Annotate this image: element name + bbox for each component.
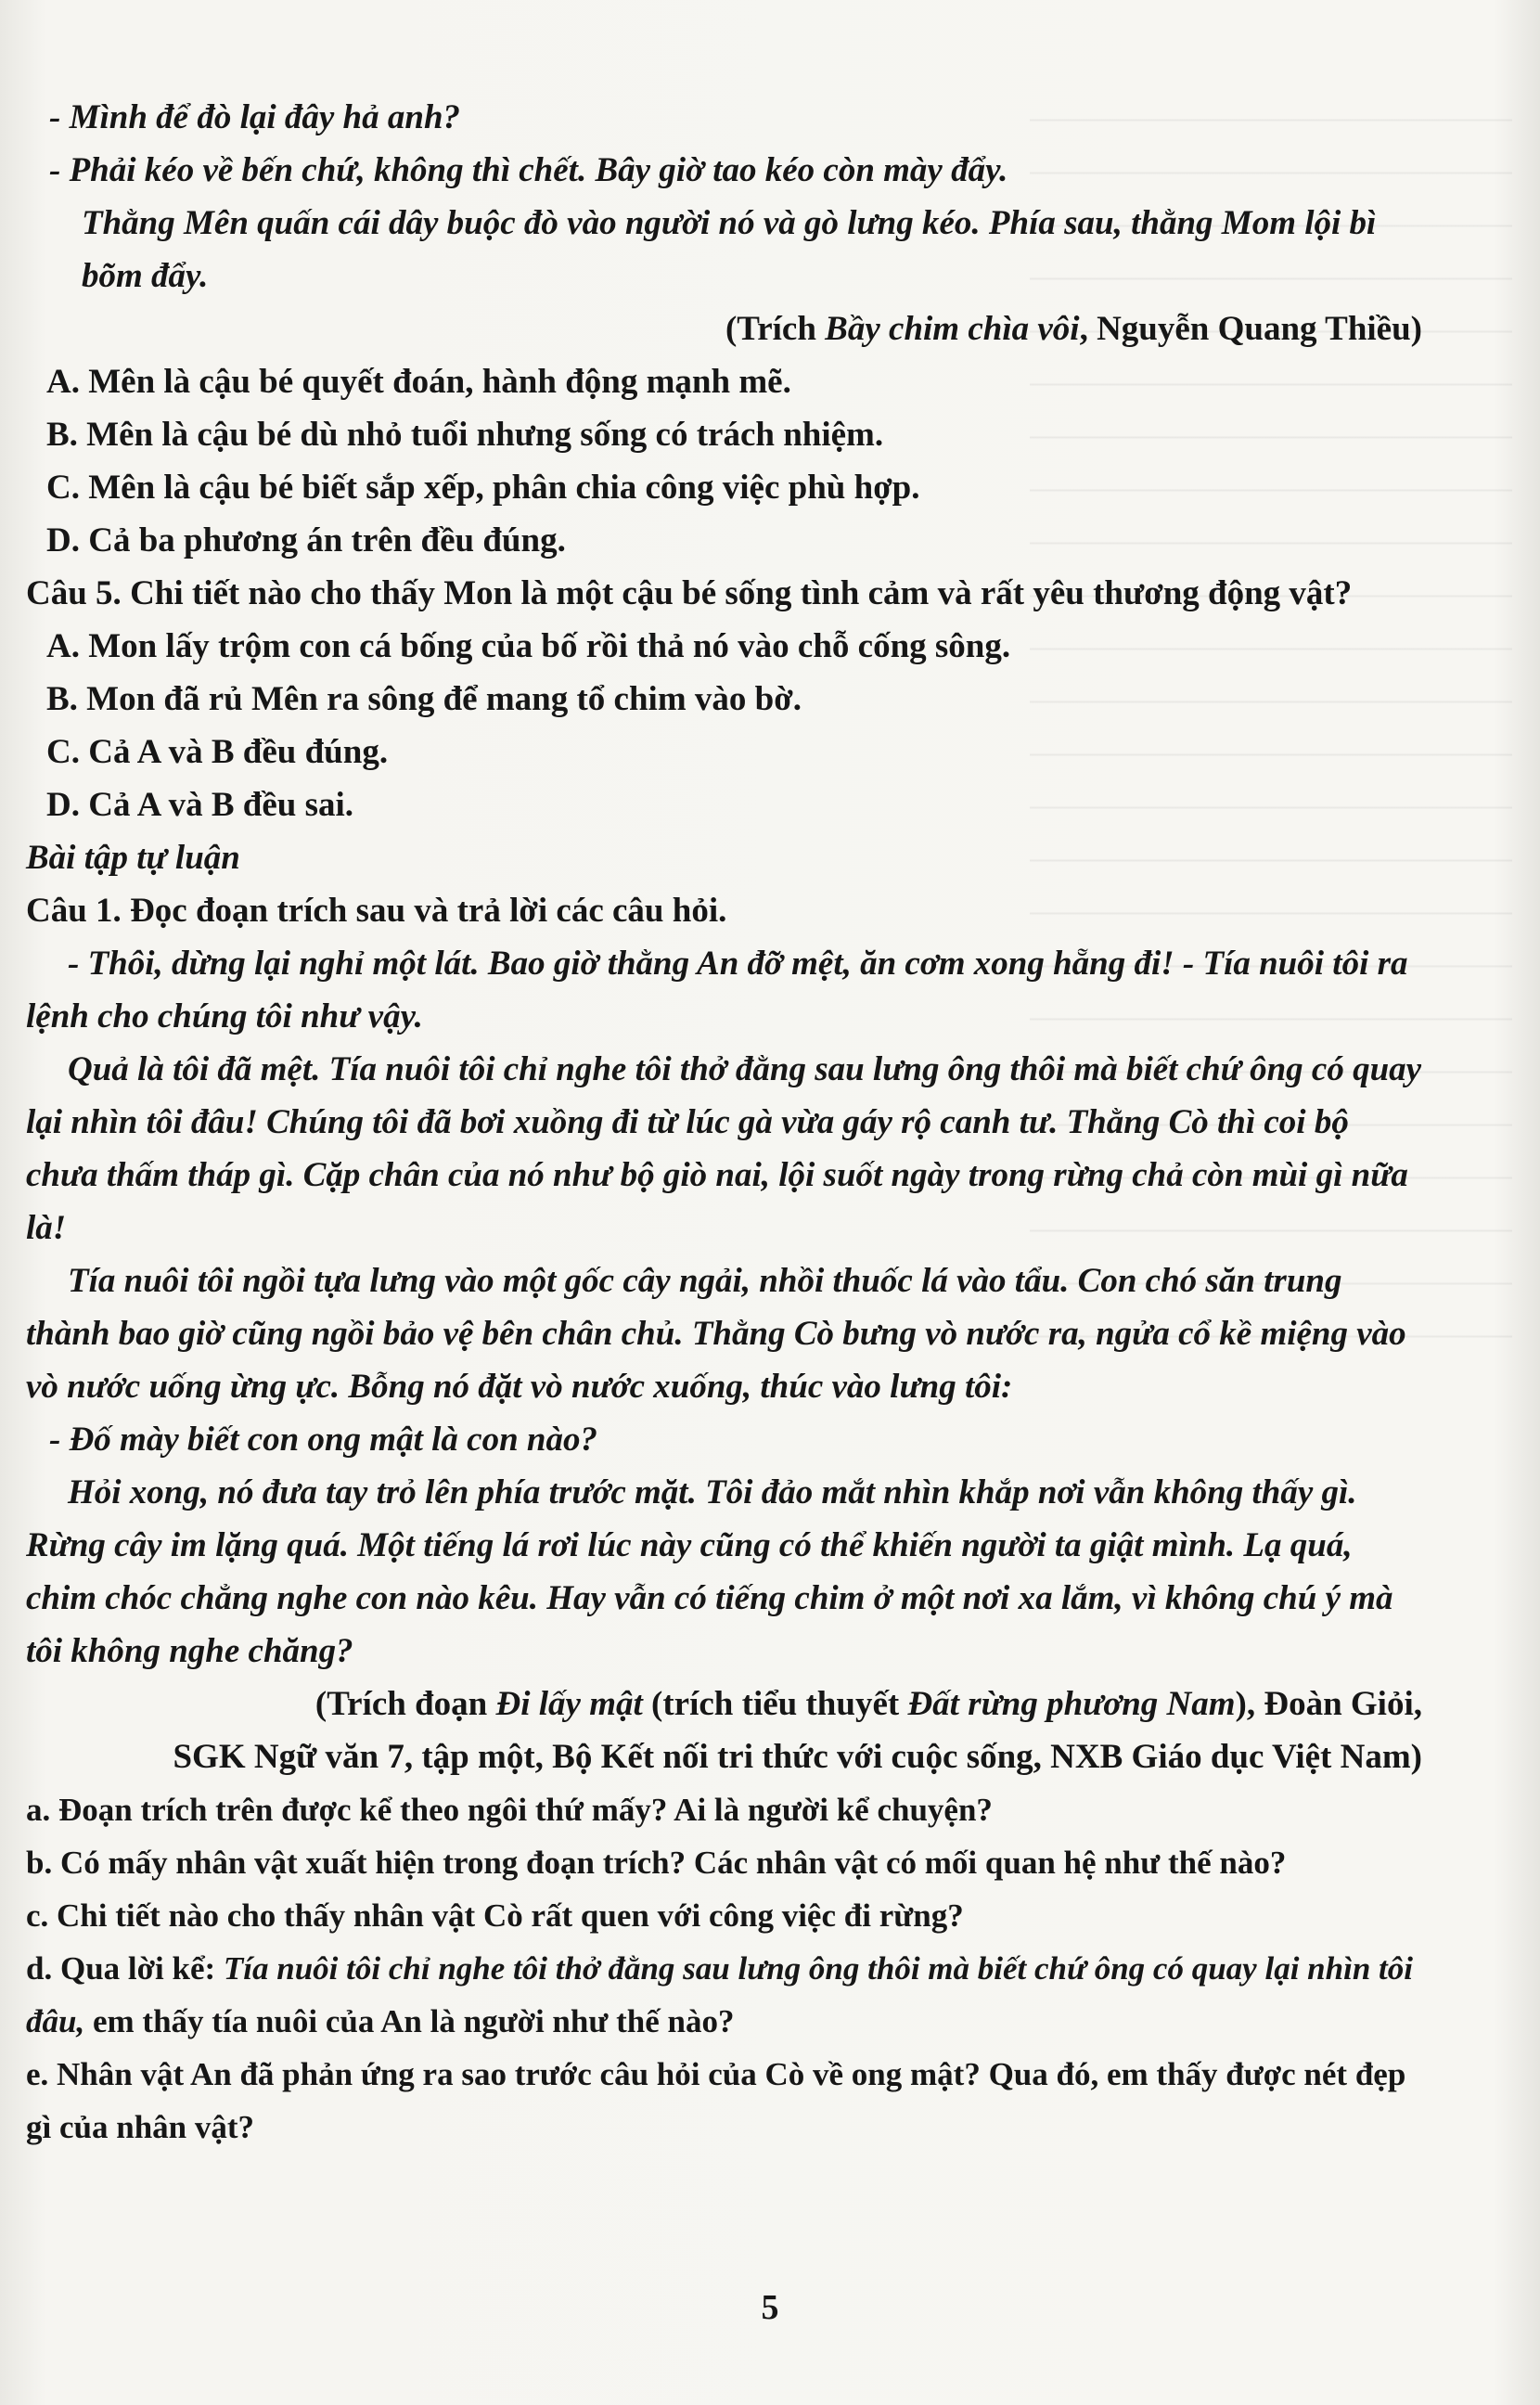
dialogue-paragraph: Thằng Mên quấn cái dây buộc đò vào người nó và gò lưng kéo. Phía sau, thằng Mom lội bì bõm đẩy. bbox=[82, 204, 1377, 295]
passage-paragraph: - Đố mày biết con ong mật là con nào? bbox=[49, 1421, 597, 1459]
sub-question-e: e. Nhân vật An đã phản ứng ra sao trước câu hỏi của Cò về ong mật? Qua đó, em thấy được nét đẹp gì của nhân vật? bbox=[26, 2056, 1406, 2145]
page-number: 5 bbox=[761, 2288, 779, 2327]
sub-question-b: b. Có mấy nhân vật xuất hiện trong đoạn trích? Các nhân vật có mối quan hệ như thế nào? bbox=[26, 1845, 1287, 1881]
citation-2-line2: SGK Ngữ văn 7, tập một, Bộ Kết nối tri thức với cuộc sống, NXB Giáo dục Việt Nam) bbox=[173, 1738, 1422, 1776]
q5-option-b: B. Mon đã rủ Mên ra sông để mang tổ chim vào bờ. bbox=[46, 680, 802, 718]
q4-option-b: B. Mên là cậu bé dù nhỏ tuổi nhưng sống có trách nhiệm. bbox=[46, 416, 884, 454]
q4-option-c: C. Mên là cậu bé biết sắp xếp, phân chia công việc phù hợp. bbox=[46, 469, 920, 507]
sub-question-a: a. Đoạn trích trên được kể theo ngôi thứ mấy? Ai là người kể chuyện? bbox=[26, 1792, 993, 1828]
sub-question-d: d. Qua lời kể: Tía nuôi tôi chỉ nghe tôi thở đằng sau lưng ông thôi mà biết chứ ông có quay lại nhìn tôi đâu, em thấy tía nuôi của An là người như thế nào? bbox=[26, 1950, 1413, 2039]
q5-stem: Câu 5. Chi tiết nào cho thấy Mon là một cậu bé sống tình cảm và rất yêu thương động vật? bbox=[26, 574, 1353, 612]
passage-paragraph: Quả là tôi đã mệt. Tía nuôi tôi chỉ nghe tôi thở đằng sau lưng ông thôi mà biết chứ ông có quay lại nhìn tôi đâu! Chúng tôi đã bơi xuồng đi từ lúc gà vừa gáy rộ canh tư. Thằng Cò thì coi bộ chưa thấm tháp gì. Cặp chân của nó như bộ giò nai, lội suốt ngày trong rừng chả còn mùi gì nữa là! bbox=[26, 1050, 1422, 1247]
essay-q1: Câu 1. Đọc đoạn trích sau và trả lời các câu hỏi. bbox=[26, 892, 727, 930]
passage-paragraph: - Thôi, dừng lại nghỉ một lát. Bao giờ thằng An đỡ mệt, ăn cơm xong hẵng đi! - Tía nuôi tôi ra lệnh cho chúng tôi như vậy. bbox=[26, 945, 1408, 1035]
q5-option-d: D. Cả A và B đều sai. bbox=[46, 786, 354, 824]
q4-option-d: D. Cả ba phương án trên đều đúng. bbox=[46, 521, 566, 559]
q5-option-a: A. Mon lấy trộm con cá bống của bố rồi thả nó vào chỗ cống sông. bbox=[46, 627, 1011, 665]
passage-paragraph: Tía nuôi tôi ngồi tựa lưng vào một gốc cây ngải, nhồi thuốc lá vào tẩu. Con chó săn trung thành bao giờ cũng ngồi bảo vệ bên chân chủ. Thằng Cò bưng vò nước ra, ngửa cổ kề miệng vào vò nước uống ừng ực. Bỗng nó đặt vò nước xuống, thúc vào lưng tôi: bbox=[26, 1262, 1406, 1406]
q5-option-c: C. Cả A và B đều đúng. bbox=[46, 733, 389, 771]
dialogue-line: - Mình để đò lại đây hả anh? bbox=[49, 98, 461, 136]
passage-paragraph: Hỏi xong, nó đưa tay trỏ lên phía trước mặt. Tôi đảo mắt nhìn khắp nơi vẫn không thấy gì. Rừng cây im lặng quá. Một tiếng lá rơi lúc này cũng có thể khiến người ta giật mình. Lạ quá, chim chóc chẳng nghe con nào kêu. Hay vẫn có tiếng chim ở một nơi xa lắm, vì không chú ý mà tôi không nghe chăng? bbox=[26, 1473, 1393, 1670]
citation-2-line1: (Trích đoạn Đi lấy mật (trích tiểu thuyết Đất rừng phương Nam), Đoàn Giỏi, bbox=[314, 1685, 1422, 1723]
q4-option-a: A. Mên là cậu bé quyết đoán, hành động mạnh mẽ. bbox=[46, 363, 791, 401]
page-content bbox=[26, 91, 1422, 2154]
citation-1: (Trích Bầy chim chìa vôi, Nguyễn Quang Thiều) bbox=[725, 310, 1422, 348]
essay-heading: Bài tập tự luận bbox=[26, 839, 240, 877]
sub-question-c: c. Chi tiết nào cho thấy nhân vật Cò rất quen với công việc đi rừng? bbox=[26, 1897, 964, 1934]
dialogue-line: - Phải kéo về bến chứ, không thì chết. Bây giờ tao kéo còn mày đẩy. bbox=[49, 151, 1008, 189]
